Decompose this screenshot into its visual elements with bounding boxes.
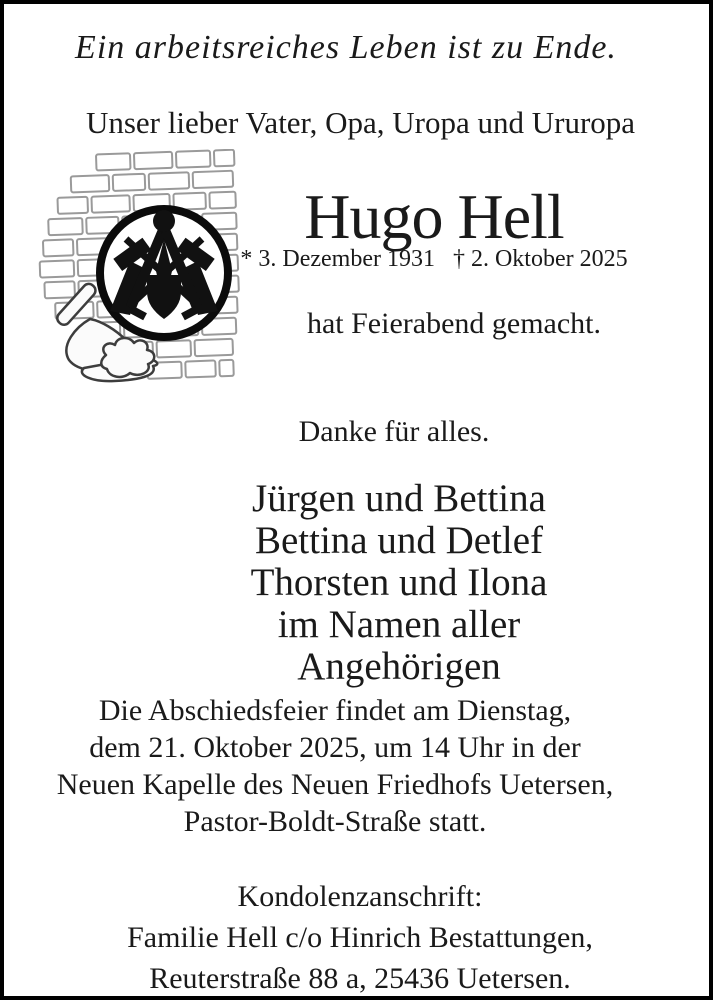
masons-guild-emblem-icon (26, 149, 241, 399)
salutation-line: Unser lieber Vater, Opa, Uropa und Ururopa (85, 105, 636, 140)
birth-date: * 3. Dezember 1931 (240, 246, 435, 272)
deceased-name: Hugo Hell (304, 181, 564, 252)
mourners-list (189, 478, 609, 688)
ceremony-line: dem 21. Oktober 2025, um 14 Uhr in der (89, 731, 581, 764)
life-dates (234, 245, 634, 273)
mourner-line: Thorsten und Ilona (250, 561, 548, 604)
ceremony-line: Neuen Kapelle des Neuen Friedhofs Uetersen, (56, 768, 614, 801)
thanks-line: Danke für alles. (298, 415, 490, 448)
mourner-line: im Namen aller Angehörigen (277, 603, 521, 688)
mourner-line: Jürgen und Bettina (252, 477, 546, 520)
ceremony-line: Pastor-Boldt-Straße statt. (183, 805, 487, 838)
closing-phrase: hat Feierabend gemacht. (306, 307, 602, 340)
condolence-section (60, 876, 660, 999)
condolence-line: Kondolenzanschrift: (237, 880, 483, 913)
death-date: † 2. Oktober 2025 (452, 246, 628, 272)
condolence-line: Familie Hell c/o Hinrich Bestattungen, (127, 921, 593, 954)
guild-circle-icon (100, 209, 228, 337)
ceremony-info (35, 692, 635, 840)
ceremony-line: Die Abschiedsfeier findet am Dienstag, (98, 694, 572, 727)
mourner-line: Bettina und Detlef (254, 519, 544, 562)
condolence-line: Reuterstraße 88 a, 25436 Uetersen. (149, 962, 571, 995)
opening-line: Ein arbeitsreiches Leben ist zu Ende. (75, 29, 617, 66)
